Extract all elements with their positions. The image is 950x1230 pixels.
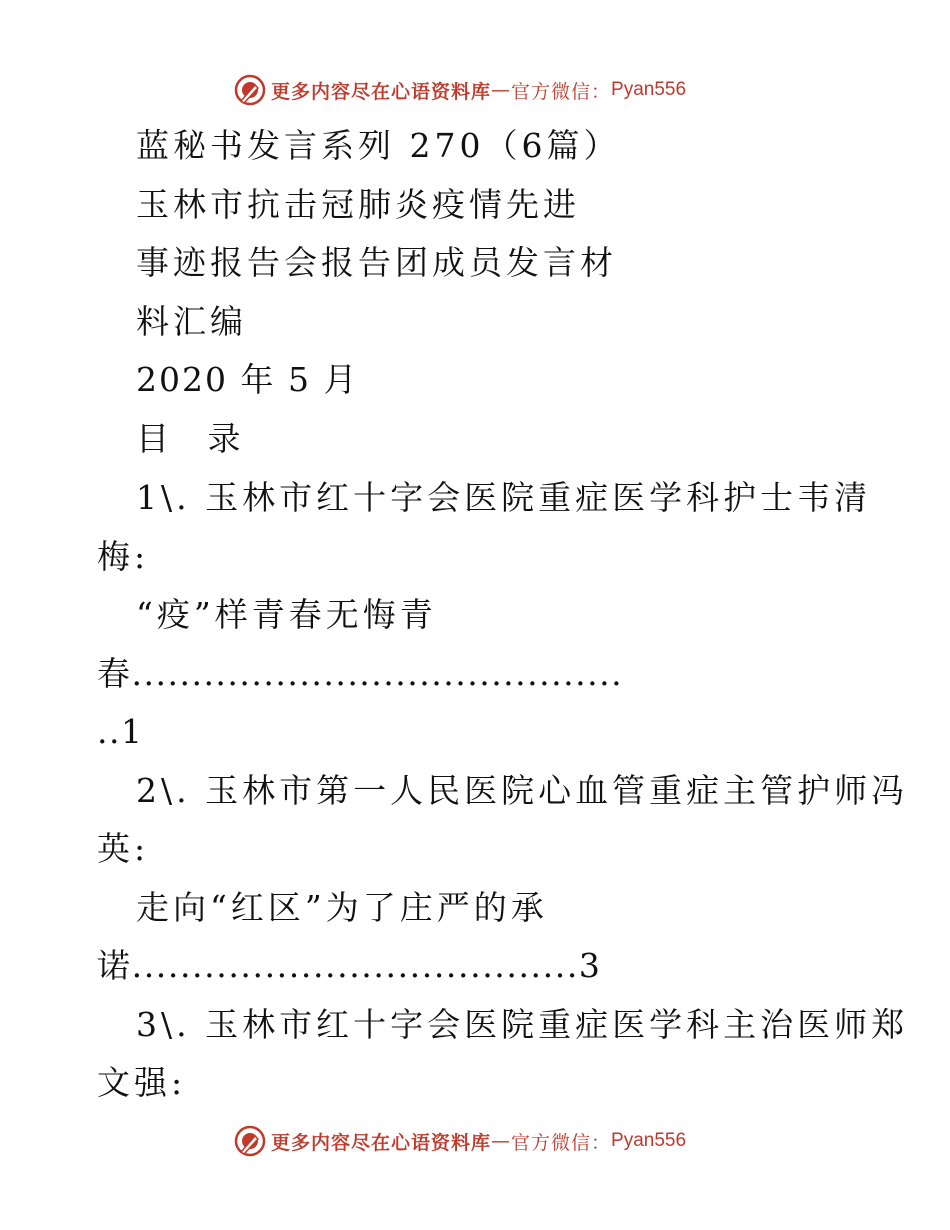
toc-item-1-subtitle: “疫”样青春无悔青 (136, 595, 437, 634)
watermark-sub-text: 官方微信： (511, 80, 612, 103)
toc-item-3-title-cont: 文强: (97, 1063, 187, 1102)
watermark-dash: — (491, 79, 512, 101)
toc-heading: 目 录 (136, 419, 255, 458)
watermark-main-text: 更多内容尽在心语资料库 (271, 1131, 492, 1154)
toc-item-2-leader: 诺.....................................3 (97, 946, 602, 985)
toc-item-1-title-cont: 梅: (97, 537, 150, 576)
watermark-main-text: 更多内容尽在心语资料库 (271, 80, 492, 103)
toc-item-1-leader: 春......................................... (97, 654, 624, 693)
doc-title-line-2: 事迹报告会报告团成员发言材 (136, 243, 617, 282)
toc-item-3-title: 3\. 玉林市红十字会医院重症医学科主治医师郑 (136, 1005, 909, 1044)
watermark-id: Pyan556 (611, 1130, 687, 1151)
doc-date: 2020 年 5 月 (136, 360, 359, 399)
toc-item-1-title: 1\. 玉林市红十字会医院重症医学科护士韦清 (136, 478, 872, 517)
doc-series-title: 蓝秘书发言系列 270（6篇） (136, 126, 621, 165)
pen-logo-icon (233, 73, 267, 107)
watermark-header (233, 72, 686, 108)
watermark-id: Pyan556 (611, 79, 687, 100)
toc-item-1-page: ..1 (97, 712, 144, 751)
watermark-sub-text: 官方微信： (511, 1131, 612, 1154)
toc-item-2-subtitle: 走向“红区”为了庄严的承 (136, 888, 548, 927)
watermark-dash: — (491, 1130, 512, 1152)
pen-logo-icon (233, 1124, 267, 1158)
doc-title-line-3: 料汇编 (136, 302, 247, 341)
doc-title-line-1: 玉林市抗击冠肺炎疫情先进 (136, 185, 580, 224)
toc-item-2-title-cont: 英: (97, 829, 150, 868)
toc-item-2-title: 2\. 玉林市第一人民医院心血管重症主管护师冯 (136, 771, 909, 810)
watermark-footer (233, 1123, 686, 1159)
